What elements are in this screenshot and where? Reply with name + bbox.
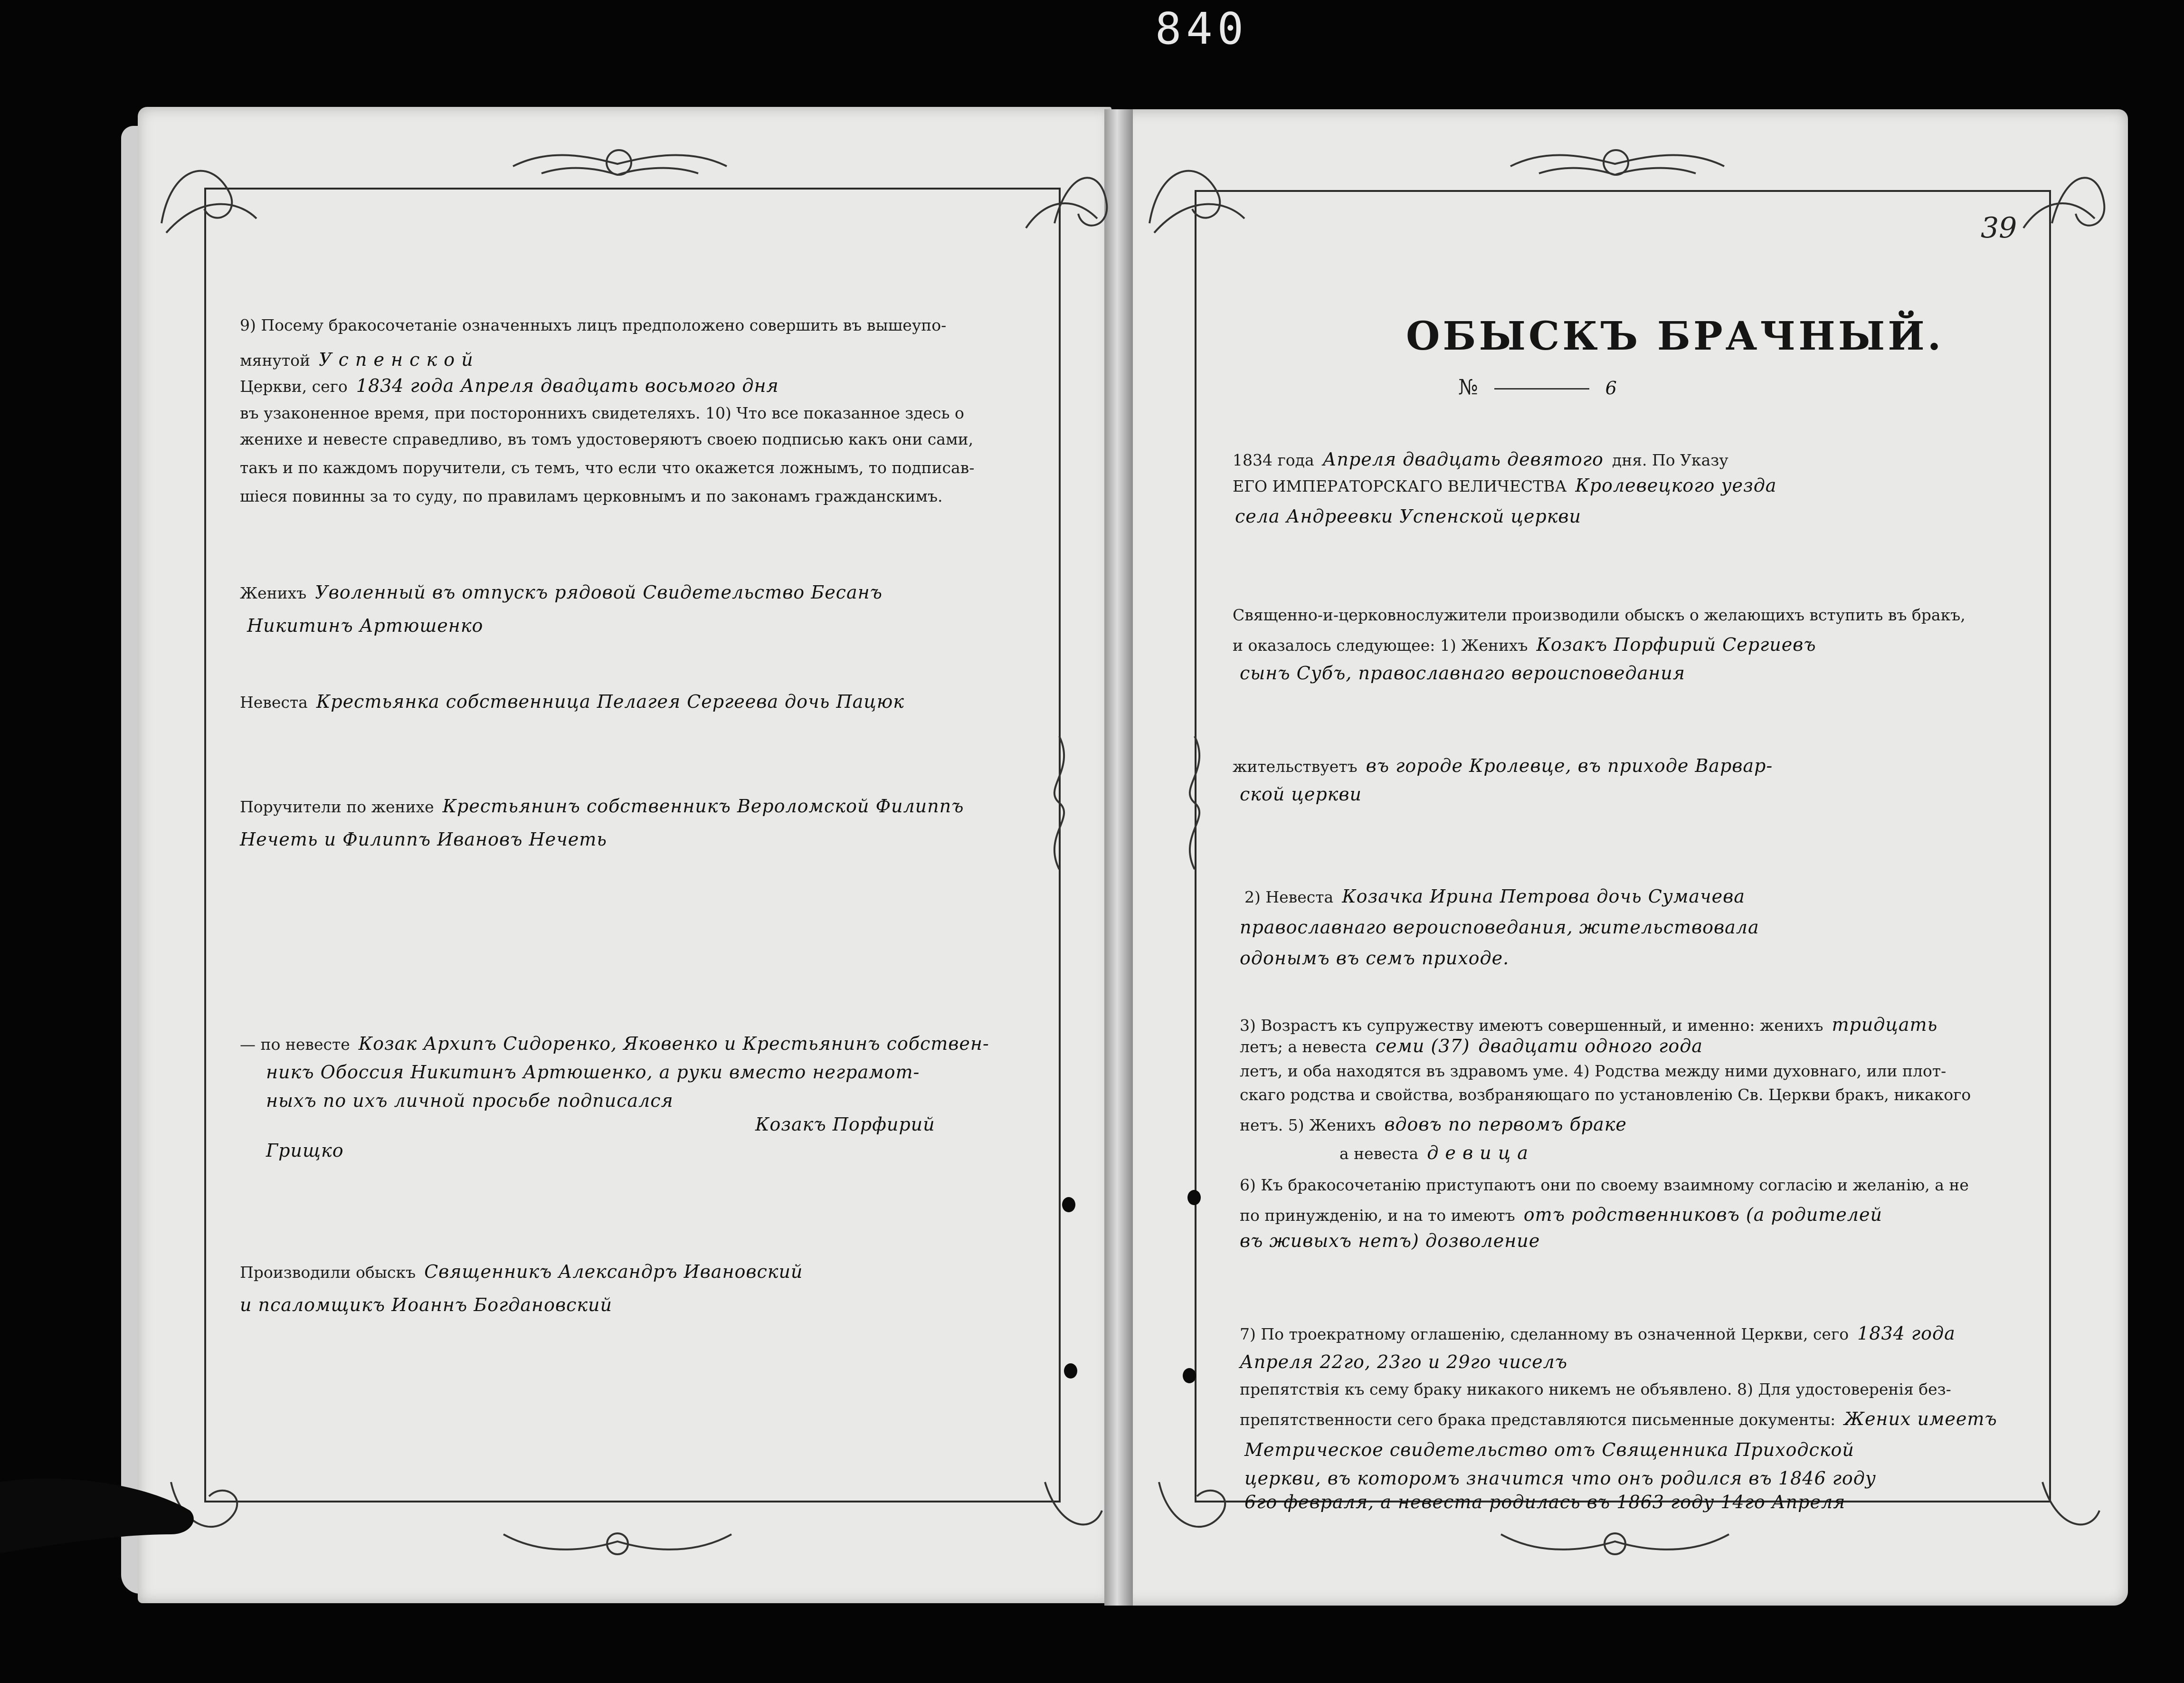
handwritten-text: Козакъ Порфирий <box>755 1114 935 1135</box>
right_page-line <box>1240 1114 1635 1135</box>
printed-text: Поручители по женихе <box>240 798 434 816</box>
right_page-line <box>1240 663 1694 684</box>
left-bottom-ornament <box>142 1468 1116 1572</box>
left_page-line <box>266 1140 352 1161</box>
handwritten-text: тридцать <box>1832 1014 1938 1035</box>
left_page-line <box>240 458 983 477</box>
right_page-line <box>1240 1036 1711 1056</box>
right_page-line <box>1240 917 1768 938</box>
printed-text: Невеста <box>240 693 308 712</box>
left_page-line <box>240 430 982 448</box>
printed-text: 1834 года <box>1233 451 1314 469</box>
right_page-line <box>1244 1439 1863 1460</box>
handwritten-text: въ городе Кролевце, въ приходе Варвар- <box>1366 755 1773 776</box>
printed-text: 6) Къ бракосочетанію приступаютъ они по своему взаимному согласію и желанію, а не <box>1240 1176 1969 1194</box>
left_page-line <box>240 691 913 712</box>
handwritten-text: Никитинъ Артюшенко <box>247 615 484 636</box>
right_page-line <box>1235 506 1590 527</box>
binding-hole <box>1187 1190 1201 1205</box>
handwritten-text: двадцати одного года <box>1478 1036 1703 1056</box>
right_page-line <box>1240 1230 1548 1251</box>
right_page-line <box>1233 755 1781 776</box>
left_page-line <box>240 582 891 603</box>
handwritten-text: отъ родственниковъ (а родителей <box>1523 1204 1882 1225</box>
handwritten-text: православнаго вероисповедания, жительствовала <box>1240 917 1759 938</box>
left_page-line <box>240 349 482 370</box>
printed-text: 7) По троекратному оглашенію, сделанному въ означенной Церкви, сего <box>1240 1325 1849 1343</box>
printed-text: такъ и по каждомъ поручители, съ темъ, что если что окажется ложнымъ, то подписав- <box>240 458 975 477</box>
printed-text: летъ; а невеста <box>1240 1037 1367 1056</box>
handwritten-text: вдовъ по первомъ браке <box>1384 1114 1627 1135</box>
right_page-line <box>1240 948 1518 969</box>
handwritten-text: села Андреевки Успенской церкви <box>1235 506 1582 527</box>
handwritten-text: одонымъ въ семъ приходе. <box>1240 948 1510 969</box>
printed-text: и оказалось следующее: 1) Женихъ <box>1233 636 1528 655</box>
right-side-ornament <box>1178 732 1211 874</box>
record-number <box>1458 375 1617 399</box>
printed-text: Церкви, сего <box>240 377 348 396</box>
left-side-ornament <box>1043 732 1076 874</box>
right_page-line <box>1240 1380 1960 1398</box>
printed-text: мянутой <box>240 351 311 370</box>
thumb-shadow <box>0 1454 199 1572</box>
handwritten-text: ныхъ по ихъ личной просьбе подписался <box>266 1090 674 1111</box>
printed-text: 2) Невеста <box>1244 888 1334 906</box>
right_page-line <box>1233 449 1737 470</box>
handwritten-text: семи (37) <box>1375 1036 1470 1056</box>
right_page-line <box>1244 1468 1885 1489</box>
binding-hole <box>1062 1197 1075 1212</box>
right_page-line <box>1244 886 1754 907</box>
left_page-line <box>266 1062 928 1083</box>
handwritten-text: Священникъ Александръ Ивановский <box>424 1261 803 1282</box>
right_page-line <box>1233 606 1974 624</box>
printed-text: въ узаконенное время, при постороннихъ свидетеляхъ. 10) Что все показанное здесь о <box>240 404 964 422</box>
binding-hole <box>1183 1368 1196 1383</box>
printed-text: по принужденію, и на то имеютъ <box>1240 1206 1515 1225</box>
left_page-line <box>240 487 951 505</box>
handwritten-text: д е в и ц а <box>1427 1142 1529 1163</box>
handwritten-text: Апреля двадцать девятого <box>1322 449 1604 470</box>
right_page-line <box>1339 1142 1537 1163</box>
handwritten-text: и псаломщикъ Иоаннъ Богдановский <box>240 1294 612 1315</box>
printed-text: — по невесте <box>240 1035 350 1054</box>
printed-text: шіеся повинны за то суду, по правиламъ церковнымъ и по законамъ гражданскимъ. <box>240 487 943 505</box>
handwritten-text: Кролевецкого уезда <box>1575 475 1777 496</box>
handwritten-text: церкви, въ которомъ значится что онъ родился въ 1846 году <box>1244 1468 1876 1489</box>
handwritten-text: въ живыхъ нетъ) дозволение <box>1240 1230 1540 1251</box>
book-gutter <box>1104 109 1133 1606</box>
right-top-ornament <box>1130 138 2118 242</box>
handwritten-text: Жених имеетъ <box>1844 1408 1997 1429</box>
handwritten-text: 1834 года <box>1857 1323 1956 1344</box>
printed-text: Священно-и-церковнослужители производили обыскъ о желающихъ вступить въ бракъ, <box>1233 606 1966 624</box>
right_page-line <box>1233 475 1785 496</box>
handwritten-text: Уволенный въ отпускъ рядовой Свидетельство Бесанъ <box>315 582 883 603</box>
left_page-line <box>247 615 492 636</box>
right-page-frame <box>1195 190 2051 1502</box>
handwritten-text: 1834 года Апреля двадцать восьмого дня <box>356 375 779 396</box>
right_page-line <box>1244 1492 1854 1512</box>
right_page-line <box>1240 1408 2006 1429</box>
handwritten-text: Козак Архипъ Сидоренко, Яковенко и Крестьянинъ собствен- <box>358 1033 989 1054</box>
right_page-line <box>1240 784 1370 805</box>
right_page-line <box>1233 634 1825 655</box>
left_page-line <box>240 404 973 422</box>
printed-text: жительствуетъ <box>1233 757 1358 776</box>
printed-text: нетъ. 5) Женихъ <box>1240 1116 1376 1134</box>
handwritten-text: никъ Обоссия Никитинъ Артюшенко, а руки вместо неграмот- <box>266 1062 920 1083</box>
handwritten-text: 6го февраля, а невеста родилась въ 1863 году 14го Апреля <box>1244 1492 1846 1512</box>
printed-text: женихе и невесте справедливо, въ томъ удостоверяютъ своею подписью какъ они сами, <box>240 430 974 448</box>
handwritten-text: Метрическое свидетельство отъ Священника Приходской <box>1244 1439 1854 1460</box>
archive-number: 840 <box>1155 3 1249 54</box>
printed-text: Женихъ <box>240 584 307 602</box>
binding-hole <box>1064 1363 1077 1379</box>
left_page-line <box>240 829 616 850</box>
printed-text: препятствія къ сему браку никакого никемъ не объявлено. 8) Для удостоверенія без- <box>1240 1380 1951 1398</box>
printed-text: ЕГО ИМПЕРАТОРСКАГО ВЕЛИЧЕСТВА <box>1233 477 1567 495</box>
handwritten-text: Нечеть и Филиппъ Ивановъ Нечеть <box>240 829 607 850</box>
printed-text: 3) Возрастъ къ супружеству имеютъ совершенный, и именно: женихъ <box>1240 1016 1823 1035</box>
left-top-ornament <box>142 138 1116 242</box>
printed-text: препятственности сего брака представляются письменные документы: <box>1240 1410 1836 1429</box>
printed-text: скаго родства и свойства, возбраняющаго по установленію Св. Церкви бракъ, никакого <box>1240 1085 1971 1104</box>
right_page-line <box>1240 1204 1891 1225</box>
handwritten-text: сынъ Субъ, православнаго вероисповедания <box>1240 663 1685 684</box>
handwritten-text: Грищко <box>266 1140 344 1161</box>
left_page-line <box>266 1090 682 1111</box>
printed-text: дня. По Указу <box>1612 451 1728 469</box>
printed-text: 9) Посему бракосочетаніе означенныхъ лицъ предположено совершить въ вышеупо- <box>240 316 947 334</box>
page-number: 39 <box>1981 211 2017 245</box>
printed-text: Производили обыскъ <box>240 1263 416 1282</box>
left_page-line <box>240 1261 811 1282</box>
left_page-line <box>240 316 955 334</box>
handwritten-text: Крестьянка собственница Пелагея Сергеева дочь Пацюк <box>316 691 904 712</box>
right_page-line <box>1240 1085 1979 1104</box>
right_page-line <box>1240 1176 1977 1194</box>
record-number-value: 6 <box>1605 378 1617 399</box>
right_page-line <box>1240 1323 1964 1344</box>
right_page-line <box>1240 1062 1955 1080</box>
right_page-line <box>1240 1014 1946 1035</box>
left_page-line <box>240 375 788 396</box>
left_page-line <box>240 1294 621 1315</box>
left_page-line <box>240 796 972 817</box>
handwritten-text: У с п е н с к о й <box>319 349 474 370</box>
handwritten-text: Апреля 22го, 23го и 29го чиселъ <box>1240 1351 1568 1372</box>
handwritten-text: Крестьянинъ собственникъ Вероломской Филиппъ <box>442 796 964 817</box>
handwritten-text: ской церкви <box>1240 784 1362 805</box>
printed-text: летъ, и оба находятся въ здравомъ уме. 4) Родства между ними духовнаго, или плот- <box>1240 1062 1947 1080</box>
document-title: ОБЫСКЪ БРАЧНЫЙ. <box>1406 314 1944 359</box>
handwritten-text: Козачка Ирина Петрова дочь Сумачева <box>1342 886 1745 907</box>
left_page-line <box>240 1033 998 1054</box>
printed-text: а невеста <box>1339 1144 1419 1163</box>
record-number-prefix: № <box>1458 375 1478 399</box>
right_page-line <box>1240 1351 1576 1372</box>
left_page-line <box>755 1114 944 1135</box>
handwritten-text: Козакъ Порфирий Сергиевъ <box>1536 634 1816 655</box>
